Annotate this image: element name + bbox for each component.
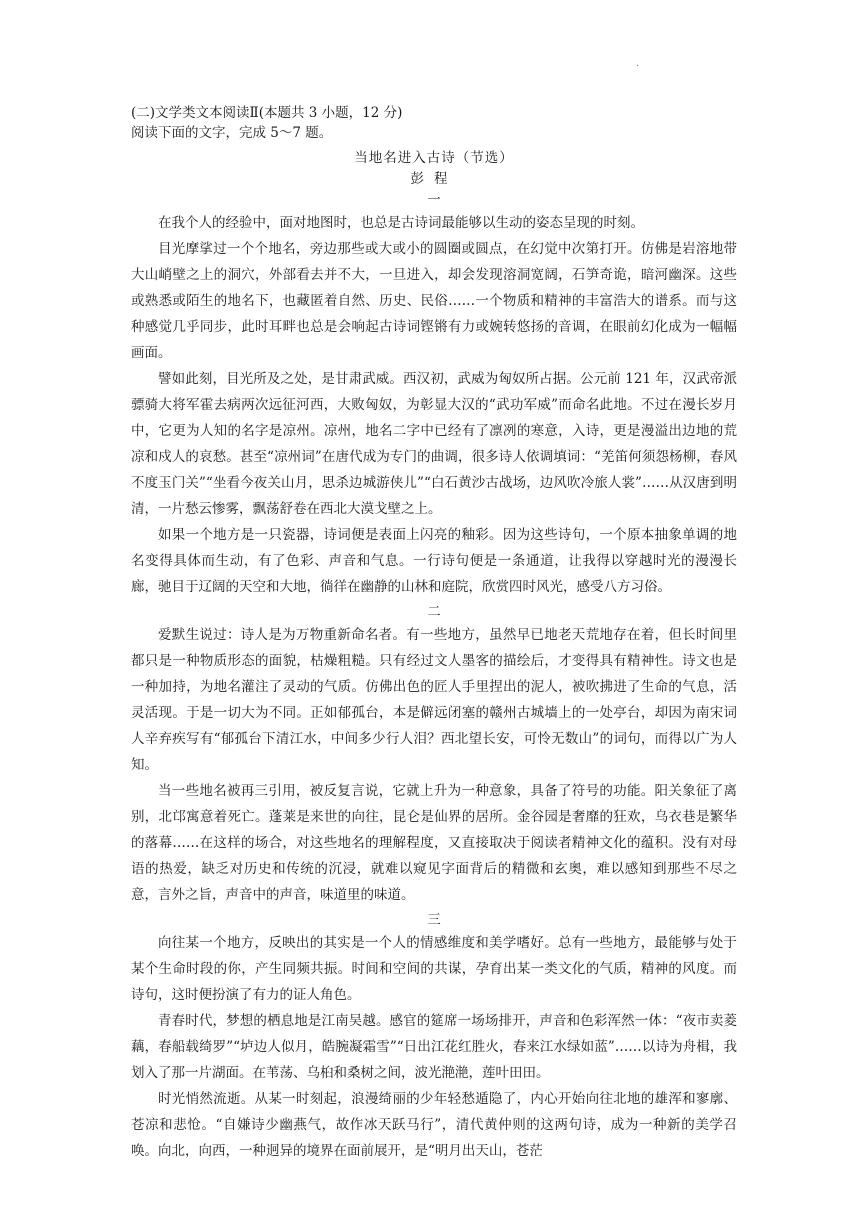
paragraph: 如果一个地方是一只瓷器，诗词便是表面上闪亮的釉彩。因为这些诗句，一个原本抽象单调的地名变得具体而生动，有了色彩、声音和气息。一行诗句便是一条通道，让我得以穿越时光的漫漫长廊，驰目于辽阔的天空和大地，徜徉在幽静的山林和庭院，欣赏四时风光，感受八方习俗。 — [131, 527, 737, 595]
article-title: 当地名进入古诗（节选） — [354, 150, 514, 166]
paragraph: 爱默生说过：诗人是为万物重新命名者。有一些地方，虽然早已地老天荒地存在着，但长时间里都只是一种物质形态的面貌，枯燥粗糙。只有经过文人墨客的描绘后，才变得具有精神性。诗文也是一种加持，为地名灌注了灵动的气质。仿佛出色的匠人手里捏出的泥人，被吹拂进了生命的气息，活灵活现。于是一切大为不同。正如郁孤台，本是僻远闭塞的赣州古城墙上的一处亭台，却因为南宋词人辛弃疾写有“郁孤台下清江水，中间多少行人泪？西北望长安，可怜无数山”的词句，而得以广为人知。 — [131, 627, 737, 773]
paragraph: 当一些地名被再三引用，被反复言说，它就上升为一种意象，具备了符号的功能。阳关象征了离别，北邙寓意着死亡。蓬莱是来世的向往，昆仑是仙界的居所。金谷园是奢靡的狂欢，乌衣巷是繁华的落幕……在这样的场合，对这些地名的理解程度，又直接取决于阅读者精神文化的蕴积。没有对母语的热爱，缺乏对历史和传统的沉浸，就难以窥见字面背后的精微和玄奥，难以感知到那些不尽之意，言外之旨，声音中的声音，味道里的味道。 — [131, 783, 737, 903]
section-heading: 三 — [427, 912, 441, 928]
reading-instruction: 阅读下面的文字，完成 5～7 题。 — [131, 125, 333, 141]
scan-dot-mark: · — [636, 60, 640, 71]
paragraph: 向往某一个地方，反映出的其实是一个人的情感维度和美学嗜好。总有一些地方，最能够与处于某个生命时段的你，产生同频共振。时间和空间的共谋，孕育出某一类文化的气质，精神的风度。而诗句，这时便扮演了有力的证人角色。 — [131, 935, 737, 1003]
paragraph: 青春时代，梦想的栖息地是江南吴越。感官的筵席一场场排开，声音和色彩浑然一体：“夜市卖菱藕，春船载绮罗”“垆边人似月，皓腕凝霜雪”“日出江花红胜火，春来江水绿如蓝”……以诗为舟楫，我划入了那一片湖面。在苇荡、乌桕和桑树之间，波光滟滟，莲叶田田。 — [131, 1013, 737, 1081]
document-page — [131, 103, 737, 1164]
paragraph: 在我个人的经验中，面对地图时，也总是古诗词最能够以生动的姿态呈现的时刻。 — [158, 215, 644, 231]
question-section-label: (二)文学类文本阅读Ⅱ(本题共 3 小题，12 分) — [131, 105, 403, 121]
article-section-1 — [131, 190, 737, 600]
article-section-2 — [131, 602, 737, 908]
section-heading: 一 — [427, 192, 441, 208]
article-author: 彭程 — [410, 171, 458, 187]
section-heading: 二 — [427, 604, 441, 620]
paragraph: 目光摩挲过一个个地名，旁边那些或大或小的圆圈或圆点，在幻觉中次第打开。仿佛是岩溶地带大山峭壁之上的洞穴，外部看去并不大，一旦进入，却会发现溶洞宽阔，石笋奇诡，暗河幽深。这些或熟悉或陌生的地名下，也藏匿着自然、历史、民俗……一个物质和精神的丰富浩大的谱系。而与这种感觉几乎同步，此时耳畔也总是会响起古诗词铿锵有力或婉转悠扬的音调，在眼前幻化成为一幅幅画面。 — [131, 241, 737, 361]
article-section-3 — [131, 910, 737, 1164]
paragraph: 时光悄然流逝。从某一时刻起，浪漫绮丽的少年轻愁遁隐了，内心开始向往北地的雄浑和寥廓、苍凉和悲怆。“自嫌诗少幽燕气，故作冰天跃马行”，清代黄仲则的这两句诗，成为一种新的美学召唤。向北，向西，一种迥异的境界在面前展开，是“明月出天山，苍茫 — [131, 1091, 737, 1159]
paragraph: 譬如此刻，目光所及之处，是甘肃武威。西汉初，武威为匈奴所占据。公元前 121 年，汉武帝派骠骑大将军霍去病两次远征河西，大败匈奴，为彰显大汉的“武功军威”而命名此地。不过在漫长岁月中，它更为人知的名字是凉州。凉州，地名二字中已经有了凛冽的寒意，入诗，更是漫溢出边地的荒凉和戍人的哀愁。甚至“凉州词”在唐代成为专门的曲调，很多诗人依调填词：“羌笛何须怨杨柳，春风不度玉门关”“坐看今夜关山月，思杀边城游侠儿”“白石黄沙古战场，边风吹冷旅人裳”……从汉唐到明清，一片愁云惨雾，飘荡舒卷在西北大漠戈壁之上。 — [131, 371, 737, 517]
